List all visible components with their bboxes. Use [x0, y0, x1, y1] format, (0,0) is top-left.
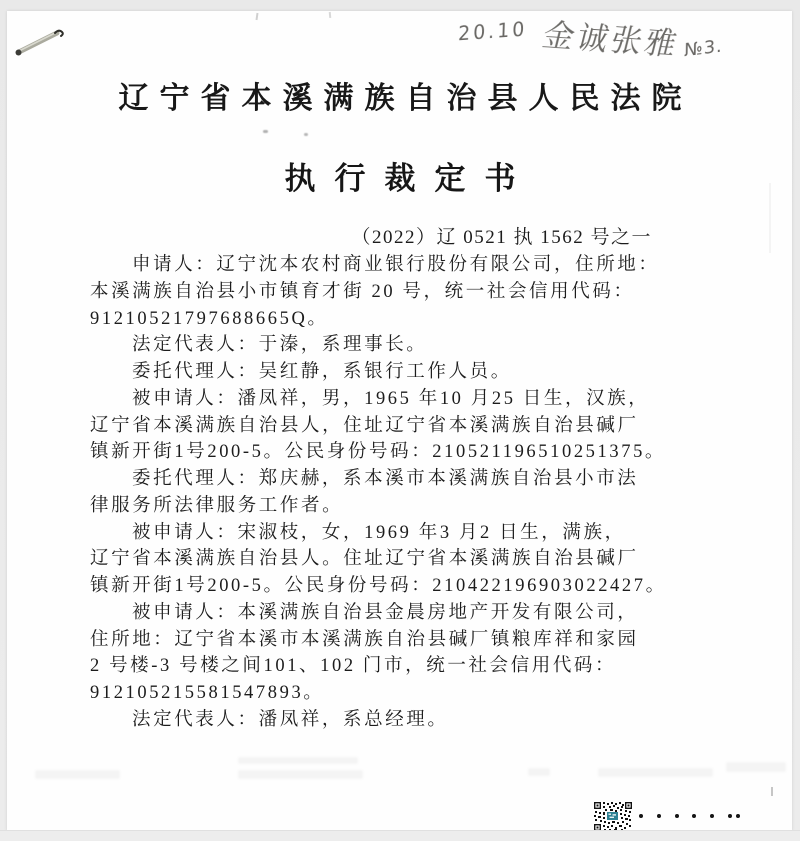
body-line: 委托代理人：吴红静，系银行工作人员。 [132, 362, 512, 382]
body-line: 法定代表人：于溱，系理事长。 [132, 335, 428, 356]
body-line: 法定代表人：潘凤祥，系总经理。 [132, 709, 449, 730]
handwritten-annotation [0, 0, 800, 70]
body-line: 被申请人：本溪满族自治县金晨房地产开发有限公司， [132, 602, 639, 623]
dot [736, 814, 740, 818]
dot [675, 814, 679, 818]
dot [657, 814, 661, 818]
body-line: 委托代理人：郑庆赫，系本溪市本溪满族自治县小市法 [132, 469, 639, 489]
body-line: 被申请人：潘凤祥，男，1965 年10 月25 日生，汉族， [132, 388, 650, 409]
body-line: 被申请人：宋淑枝，女，1969 年3 月2 日生，满族， [132, 522, 626, 543]
qr-code [594, 802, 632, 831]
body-line: 住所地：辽宁省本溪市本溪满族自治县碱厂镇粮库祥和家园 [90, 629, 639, 650]
body-line: 申请人：辽宁沈本农村商业银行股份有限公司，住所地： [132, 255, 660, 275]
dot [728, 814, 732, 818]
handwritten-signature: 金诚张雅 [539, 17, 684, 62]
body-line: 镇新开街1号200-5。公民身份号码：210521196510251375。 [90, 442, 667, 463]
court-name: 辽宁省本溪满族自治县人民法院 [118, 82, 693, 115]
body-line: 本溪满族自治县小市镇育才街 20 号，统一社会信用代码： [90, 281, 635, 302]
document-body [90, 252, 668, 734]
dot [710, 814, 714, 818]
case-number: （2022）辽 0521 执 1562 号之一 [351, 227, 652, 248]
body-line: 律服务所法律服务工作者。 [90, 495, 344, 516]
dotted-line [639, 814, 749, 820]
body-line: 辽宁省本溪满族自治县人，住址辽宁省本溪满族自治县碱厂 [90, 415, 639, 436]
body-line: 辽宁省本溪满族自治县人。住址辽宁省本溪满族自治县碱厂 [90, 549, 639, 570]
handwritten-number: №3. [683, 35, 723, 62]
scan-edge [0, 830, 800, 841]
dot [692, 814, 696, 818]
handwritten-date: 20.10 [457, 18, 528, 46]
body-line: 912105215581547893。 [90, 683, 325, 703]
dot [639, 814, 643, 818]
document-title: 执行裁定书 [284, 161, 535, 196]
body-line: 镇新开街1号200-5。公民身份号码：210422196903022427。 [90, 576, 667, 596]
qr-center-logo [607, 812, 618, 820]
body-line: 91210521797688665Q。 [90, 308, 329, 329]
body-line: 2 号楼-3 号楼之间101、102 门市，统一社会信用代码： [90, 656, 617, 677]
